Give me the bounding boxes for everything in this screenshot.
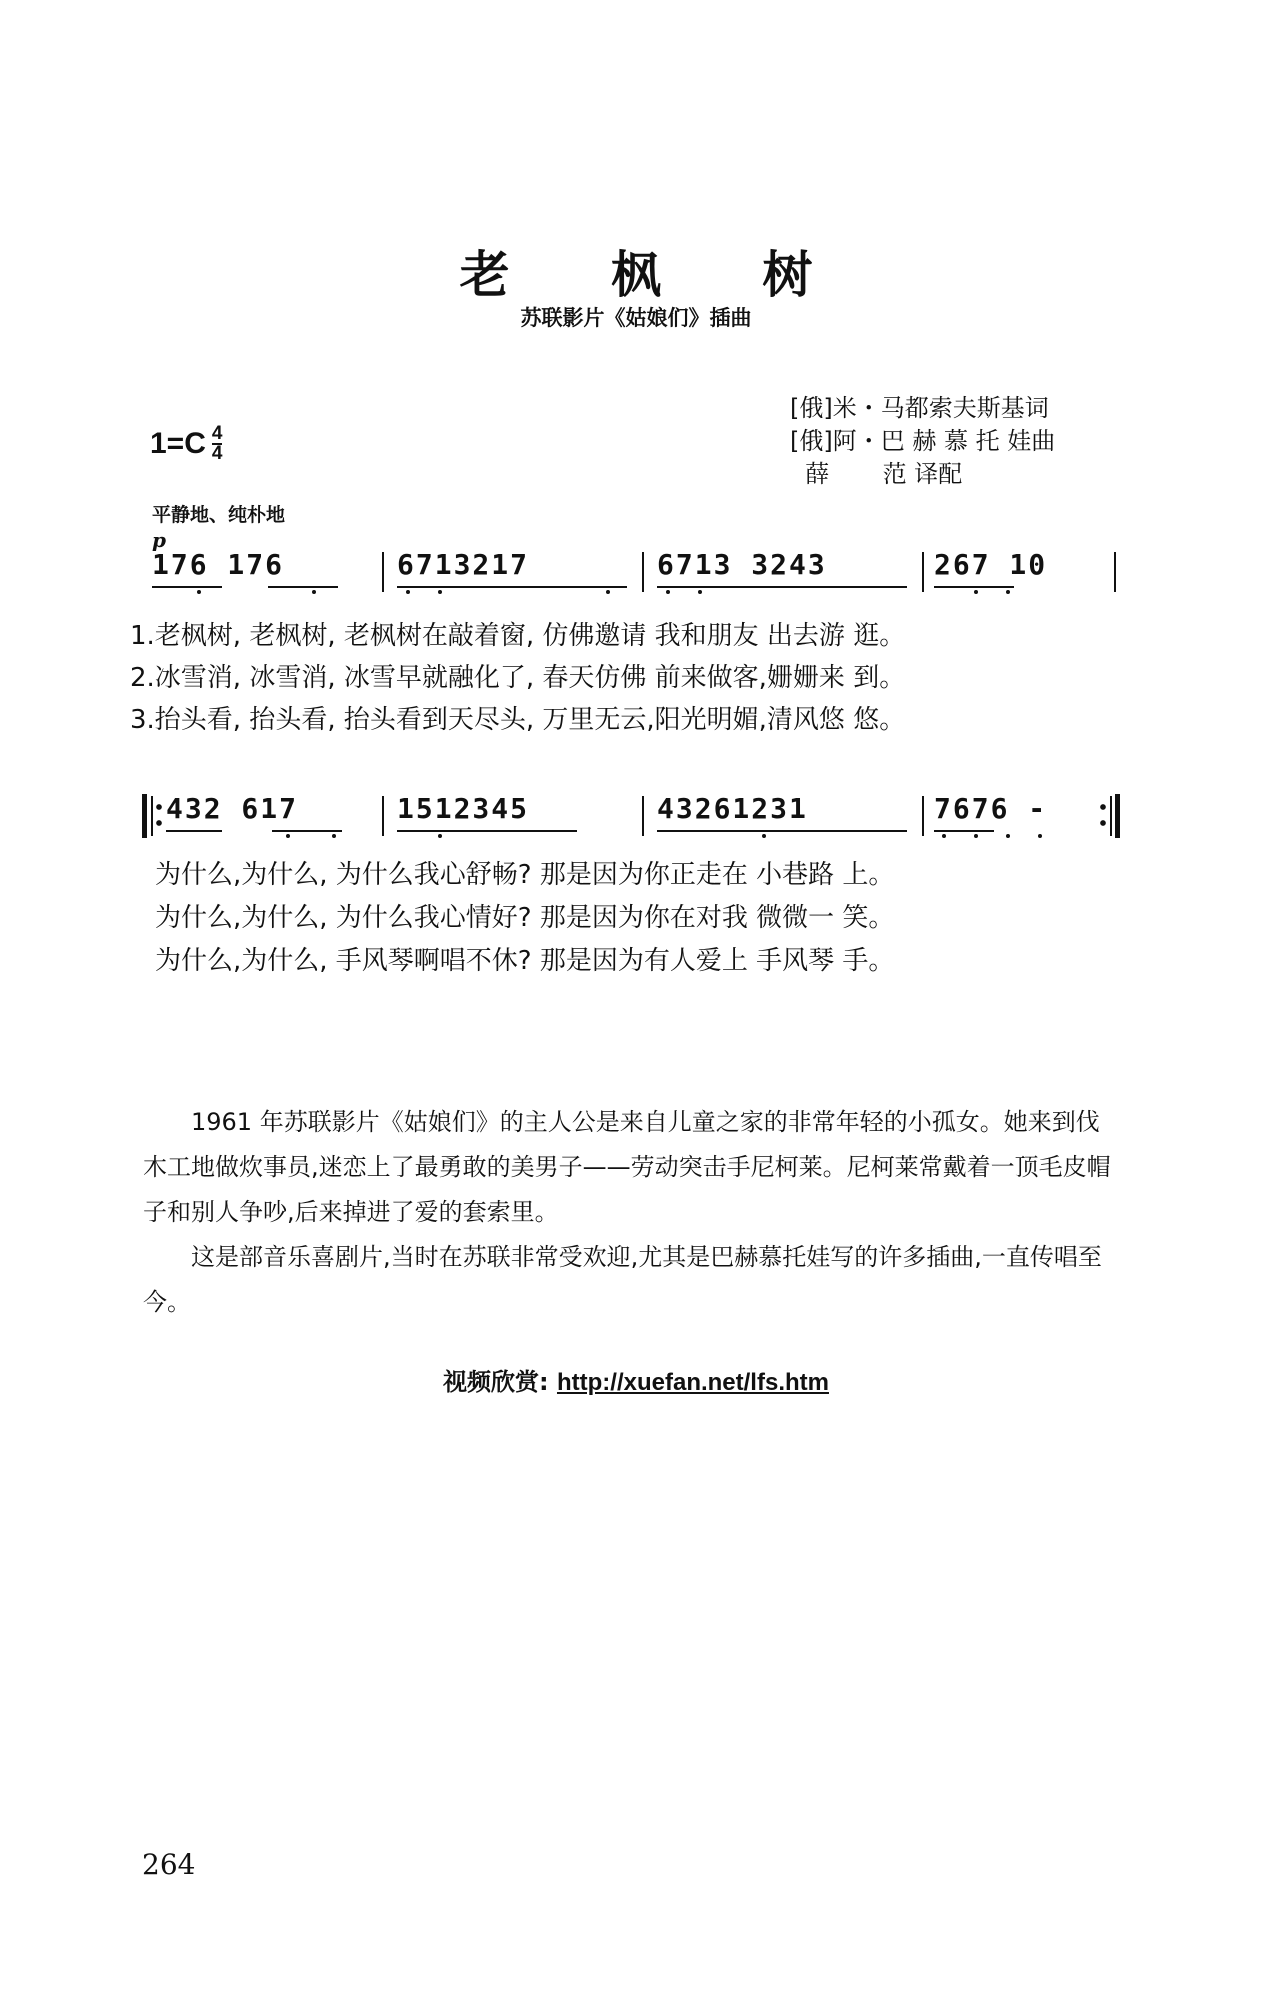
beam (934, 586, 1014, 588)
repeat-start-thin (151, 796, 153, 836)
tempo-marking: 平静地、纯朴地 (152, 504, 286, 526)
verse-line: 3.抬头看, 抬头看, 抬头看到天尽头, 万里无云,阳光明媚,清风悠 悠。 (130, 705, 906, 735)
page-number: 264 (142, 1848, 196, 1881)
video-line (0, 1362, 1272, 1397)
translator-credit: 薛 范 译配 (790, 460, 963, 488)
low-octave-dot (438, 590, 442, 594)
low-octave-dot (942, 834, 946, 838)
dynamic-marking: p (152, 528, 166, 552)
time-denominator: 4 (211, 443, 223, 464)
measure: 6713217 (397, 548, 530, 581)
composer-credit: [俄]阿・巴 赫 慕 托 娃曲 (790, 427, 1056, 455)
low-octave-dot (286, 834, 290, 838)
low-octave-dot (1038, 834, 1042, 838)
song-title: 老 枫 树 (459, 245, 855, 304)
low-octave-dot (332, 834, 336, 838)
low-octave-dot (974, 590, 978, 594)
low-octave-dot (438, 834, 442, 838)
barline (382, 552, 384, 592)
low-octave-dot (1006, 834, 1010, 838)
measure: 6713 3243 (657, 548, 827, 581)
measure: 1512345 (397, 792, 530, 825)
score-line-1 (152, 548, 1117, 598)
low-octave-dot (762, 834, 766, 838)
chorus-line: 为什么,为什么, 手风琴啊唱不休? 那是因为有人爱上 手风琴 手。 (155, 946, 895, 976)
video-link[interactable]: http://xuefan.net/lfs.htm (556, 1369, 829, 1396)
beam (397, 830, 577, 832)
score-line-2 (152, 792, 1117, 842)
barline (382, 796, 384, 836)
beam (272, 830, 342, 832)
lyricist-credit: [俄]米・马都索夫斯基词 (790, 394, 1049, 422)
low-octave-dot (974, 834, 978, 838)
time-signature (212, 425, 223, 463)
beam (152, 586, 222, 588)
measure: 176 176 (152, 548, 285, 581)
low-octave-dot (666, 590, 670, 594)
beam (657, 586, 907, 588)
verse-line: 1.老枫树, 老枫树, 老枫树在敲着窗, 仿佛邀请 我和朋友 出去游 逛。 (130, 621, 906, 651)
video-label: 视频欣赏: (443, 1368, 549, 1396)
key-label: 1=C (150, 427, 206, 460)
repeat-end-dots (1100, 800, 1106, 830)
low-octave-dot (698, 590, 702, 594)
measure: 7676 - (934, 792, 1048, 825)
beam (657, 830, 907, 832)
description (143, 1100, 1123, 1325)
low-octave-dot (406, 590, 410, 594)
beam (166, 830, 222, 832)
low-octave-dot (606, 590, 610, 594)
chorus-line: 为什么,为什么, 为什么我心舒畅? 那是因为你正走在 小巷路 上。 (155, 860, 895, 890)
measure: 43261231 (657, 792, 808, 825)
key-signature (150, 425, 222, 463)
song-subtitle: 苏联影片《姑娘们》插曲 (520, 306, 752, 330)
barline (642, 552, 644, 592)
paragraph: 这是部音乐喜剧片,当时在苏联非常受欢迎,尤其是巴赫慕托娃写的许多插曲,一直传唱至今。 (143, 1243, 1102, 1316)
beam (397, 586, 627, 588)
measure: 267 10 (934, 548, 1048, 581)
low-octave-dot (312, 590, 316, 594)
barline (1114, 552, 1116, 592)
measure: 432 617 (166, 792, 299, 825)
repeat-start-dots (156, 800, 162, 830)
low-octave-dot (1006, 590, 1010, 594)
barline (922, 796, 924, 836)
time-numerator: 4 (211, 423, 223, 444)
chorus-line: 为什么,为什么, 为什么我心情好? 那是因为你在对我 微微一 笑。 (155, 903, 895, 933)
paragraph: 1961 年苏联影片《姑娘们》的主人公是来自儿童之家的非常年轻的小孤女。她来到伐木工地做炊事员,迷恋上了最勇敢的美男子——劳动突击手尼柯莱。尼柯莱常戴着一顶毛皮帽子和别人争吵,后来掉进了爱的套索里。 (143, 1108, 1111, 1226)
credits (790, 392, 1055, 491)
repeat-end-bar (1115, 794, 1120, 838)
verse-line: 2.冰雪消, 冰雪消, 冰雪早就融化了, 春天仿佛 前来做客,姗姗来 到。 (130, 663, 906, 693)
repeat-end-thin (1110, 796, 1112, 836)
beam (934, 830, 994, 832)
barline (642, 796, 644, 836)
low-octave-dot (197, 590, 201, 594)
repeat-start-bar (142, 794, 147, 838)
beam (268, 586, 338, 588)
barline (922, 552, 924, 592)
